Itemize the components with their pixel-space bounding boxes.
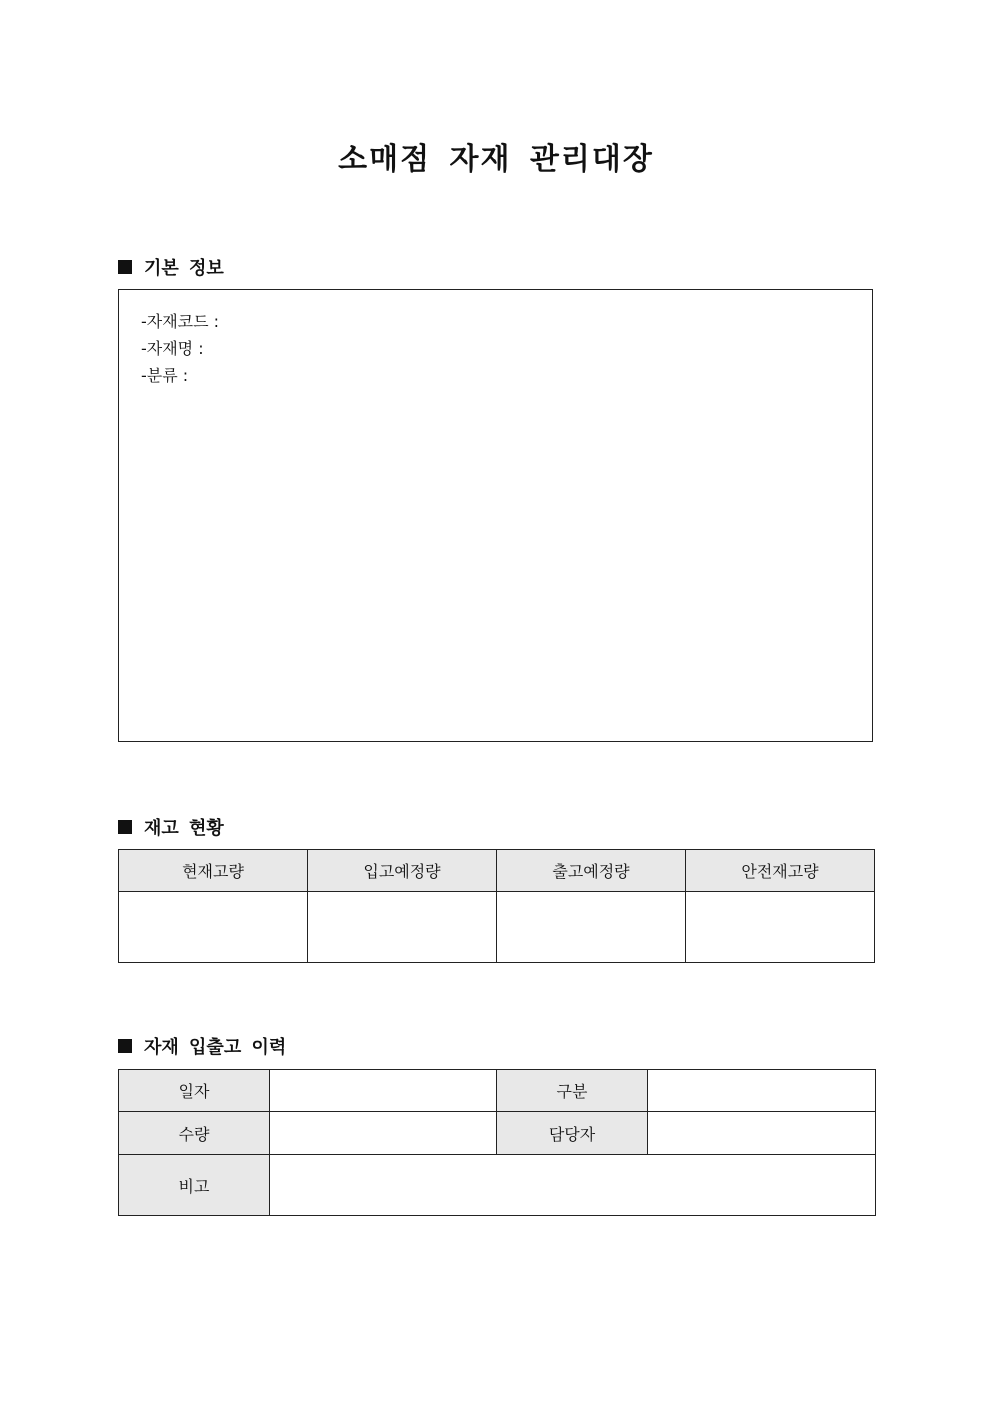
basic-info-box: [118, 289, 873, 742]
section-heading-history: [118, 1033, 286, 1059]
section-heading-stock-status: [118, 814, 224, 840]
cell-quantity[interactable]: [270, 1112, 497, 1155]
label-type: 구분: [497, 1070, 648, 1112]
label-manager: 담당자: [497, 1112, 648, 1155]
square-bullet-icon: [118, 1039, 132, 1053]
info-line-category: -분류 :: [141, 366, 189, 385]
column-header-outgoing-planned: 출고예정량: [497, 850, 686, 892]
cell-date[interactable]: [270, 1070, 497, 1112]
label-date: 일자: [119, 1070, 270, 1112]
column-header-current-stock: 현재고량: [119, 850, 308, 892]
stock-status-table: [118, 849, 875, 963]
cell-outgoing-planned[interactable]: [497, 892, 686, 963]
cell-safety-stock[interactable]: [686, 892, 875, 963]
section-heading-label: 기본 정보: [144, 258, 224, 279]
cell-incoming-planned[interactable]: [308, 892, 497, 963]
cell-note[interactable]: [270, 1155, 876, 1216]
column-header-safety-stock: 안전재고량: [686, 850, 875, 892]
info-line-material-code: -자재코드 :: [141, 312, 220, 331]
document-title: 소매점 자재 관리대장: [338, 142, 654, 177]
label-note: 비고: [119, 1155, 270, 1216]
section-heading-label: 재고 현황: [144, 818, 224, 839]
square-bullet-icon: [118, 820, 132, 834]
column-header-incoming-planned: 입고예정량: [308, 850, 497, 892]
history-table: [118, 1069, 876, 1216]
section-heading-basic-info: [118, 254, 224, 280]
cell-manager[interactable]: [648, 1112, 876, 1155]
info-line-material-name: -자재명 :: [141, 339, 204, 358]
cell-type[interactable]: [648, 1070, 876, 1112]
square-bullet-icon: [118, 260, 132, 274]
label-quantity: 수량: [119, 1112, 270, 1155]
section-heading-label: 자재 입출고 이력: [144, 1037, 287, 1058]
cell-current-stock[interactable]: [119, 892, 308, 963]
